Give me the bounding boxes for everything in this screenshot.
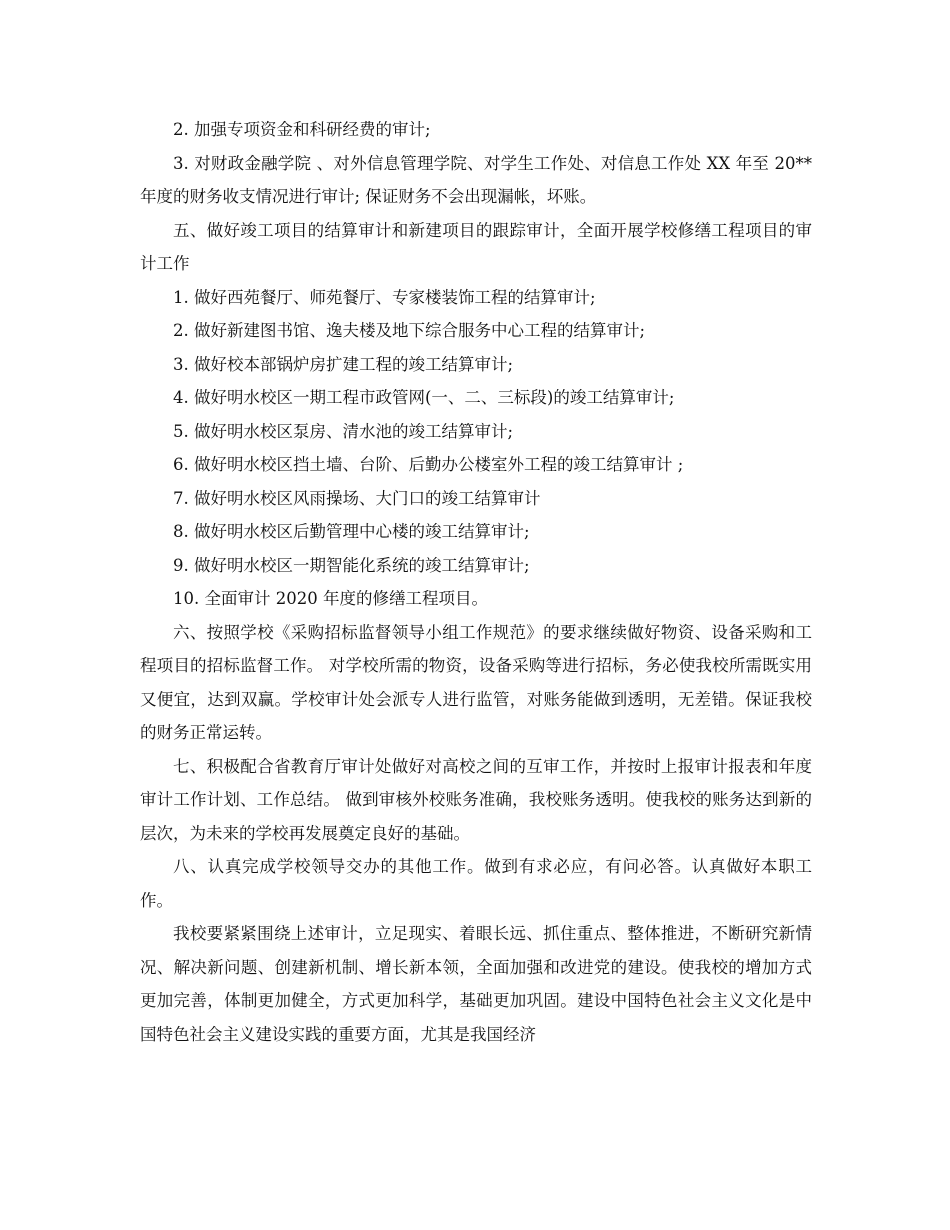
section-paragraph: 六、按照学校《采购招标监督领导小组工作规范》的要求继续做好物资、设备采购和工程项目的招标监督工作。 对学校所需的物资，设备采购等进行招标，务必使我校所需既实用又便宜，达到双赢。学校审计处会派专人进行监管，对账务能做到透明，无差错。保证我校的财务正常运转。: [140, 622, 812, 742]
list-item: 2. 做好新建图书馆、逸夫楼及地下综合服务中心工程的结算审计;: [173, 321, 646, 340]
list-item: 5. 做好明水校区泵房、清水池的竣工结算审计;: [173, 421, 514, 441]
list-item: 6. 做好明水校区挡土墙、台阶、后勤办公楼室外工程的竣工结算审计 ;: [173, 455, 684, 474]
list-item: 9. 做好明水校区一期智能化系统的竣工结算审计;: [173, 555, 530, 575]
section-heading: 五、做好竣工项目的结算审计和新建项目的跟踪审计，全面开展学校修缮工程项目的审计工作: [140, 220, 812, 273]
list-item: 8. 做好明水校区后勤管理中心楼的竣工结算审计;: [173, 522, 530, 541]
section-paragraph: 八、认真完成学校领导交办的其他工作。做到有求必应，有问必答。认真做好本职工作。: [140, 857, 812, 910]
list-item: 3. 做好校本部锅炉房扩建工程的竣工结算审计;: [173, 354, 514, 374]
list-item: 10. 全面审计 2020 年度的修缮工程项目。: [173, 589, 488, 608]
list-item: 7. 做好明水校区风雨操场、大门口的竣工结算审计: [173, 488, 541, 508]
list-item: 4. 做好明水校区一期工程市政管网(一、二、三标段)的竣工结算审计;: [173, 388, 675, 407]
list-item: 1. 做好西苑餐厅、师苑餐厅、专家楼装饰工程的结算审计;: [173, 287, 596, 307]
section-paragraph: 七、积极配合省教育厅审计处做好对高校之间的互审工作，并按时上报审计报表和年度审计工作计划、工作总结。 做到审核外校账务准确，我校账务透明。使我校的账务达到新的层次，为未来的学校再发展奠定良好的基础。: [140, 756, 812, 843]
document-body: [140, 113, 812, 1051]
list-item: 3. 对财政金融学院 、对外信息管理学院、对学生工作处、对信息工作处 XX 年至 20**年度的财务收支情况进行审计; 保证财务不会出现漏帐，坏账。: [140, 153, 812, 206]
body-paragraph: 我校要紧紧围绕上述审计，立足现实、着眼长远、抓住重点、整体推进，不断研究新情况、解决新问题、创建新机制、增长新本领，全面加强和改进党的建设。使我校的增加方式更加完善，体制更加健全，方式更加科学，基础更加巩固。建设中国特色社会主义文化是中国特色社会主义建设实践的重要方面，尤其是我国经济: [140, 924, 812, 1044]
list-item: 2. 加强专项资金和科研经费的审计;: [173, 120, 431, 139]
